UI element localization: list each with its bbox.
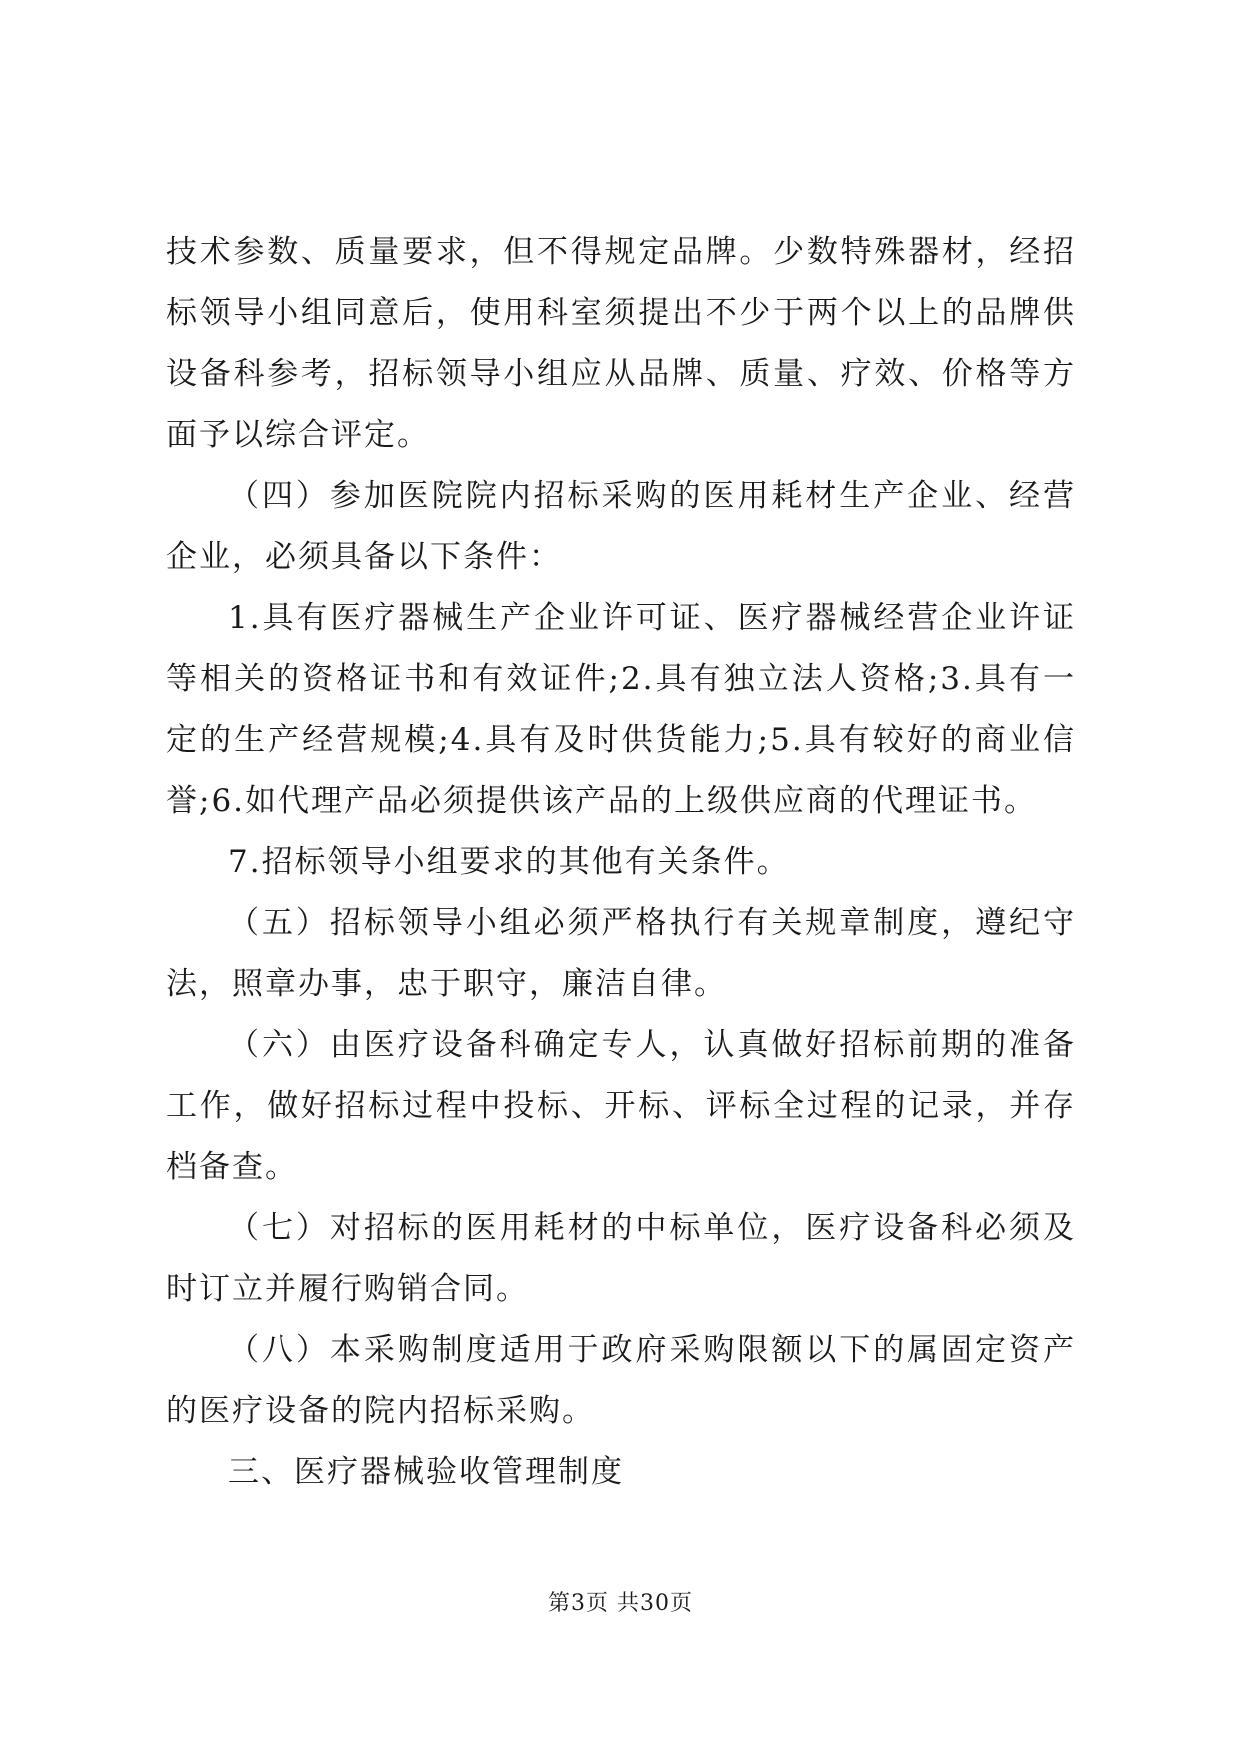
paragraph-conditions-list: 1.具有医疗器械生产企业许可证、医疗器械经营企业许证等相关的资格证书和有效证件;2.具有独立法人资格;3.具有一定的生产经营规模;4.具有及时供货能力;5.具有较好的商业信誉;6.如代理产品必须提供该产品的上级供应商的代理证书。: [166, 600, 1076, 819]
paragraph-item-7: （七）对招标的医用耗材的中标单位，医疗设备科必须及时订立并履行购销合同。: [166, 1210, 1076, 1307]
paragraph-item-5: （五）招标领导小组必须严格执行有关规章制度，遵纪守法，照章办事，忠于职守，廉洁自律。: [166, 905, 1076, 1002]
document-body: [166, 222, 1076, 1503]
page-number-label: 第3页 共30页: [548, 1591, 693, 1616]
page-footer: [0, 1589, 1241, 1619]
paragraph-item-8: （八）本采购制度适用于政府采购限额以下的属固定资产的医疗设备的院内招标采购。: [166, 1332, 1076, 1429]
section-heading-3: 三、医疗器械验收管理制度: [228, 1454, 624, 1490]
paragraph-item-6: （六）由医疗设备科确定专人，认真做好招标前期的准备工作，做好招标过程中投标、开标、评标全过程的记录，并存档备查。: [166, 1027, 1076, 1185]
paragraph-item-4: （四）参加医院院内招标采购的医用耗材生产企业、经营企业，必须具备以下条件：: [166, 478, 1076, 575]
paragraph-condition-7: 7.招标领导小组要求的其他有关条件。: [228, 844, 790, 880]
paragraph-tech-params: 技术参数、质量要求，但不得规定品牌。少数特殊器材，经招标领导小组同意后，使用科室须提出不少于两个以上的品牌供设备科参考，招标领导小组应从品牌、质量、疗效、价格等方面予以综合评定。: [166, 234, 1076, 453]
